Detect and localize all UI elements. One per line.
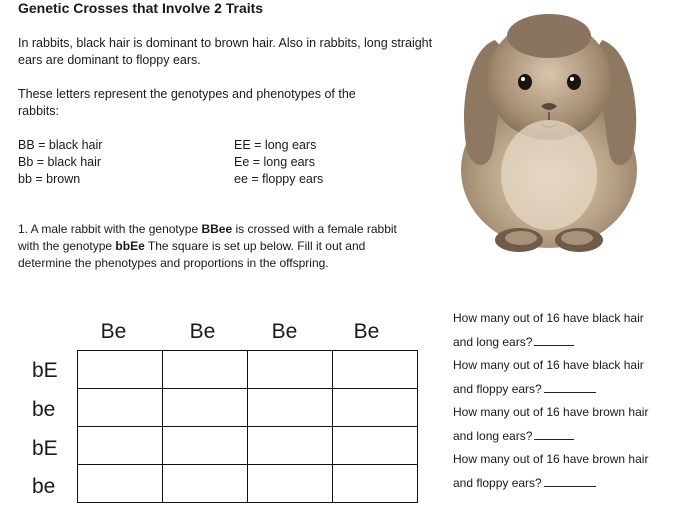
punnett-row-header: bE	[32, 359, 58, 382]
letters-intro: These letters represent the genotypes and phenotypes of the rabbits:	[18, 87, 356, 118]
punnett-row	[78, 427, 418, 465]
punnett-row-header: be	[32, 475, 56, 498]
punnett-row	[78, 351, 418, 389]
ear-legend	[234, 137, 323, 188]
punnett-column-header: Be	[353, 320, 380, 343]
punnett-cell[interactable]	[333, 465, 418, 503]
question-text: and floppy ears?	[453, 475, 542, 490]
punnett-cell[interactable]	[333, 427, 418, 465]
rabbit-photo-icon	[437, 0, 657, 262]
answer-blank[interactable]	[544, 380, 596, 393]
question-1-suffix: The square is set up below. Fill it out and determine the phenotypes and proportions in the offspring.	[18, 239, 366, 270]
punnett-square	[77, 350, 418, 503]
punnett-cell[interactable]	[248, 389, 333, 427]
punnett-cell[interactable]	[78, 465, 163, 503]
question-line	[453, 331, 688, 355]
punnett-cell[interactable]	[163, 427, 248, 465]
hair-legend-item: BB = black hair	[18, 138, 103, 152]
question-1	[18, 221, 418, 272]
female-genotype: bbEe	[115, 239, 145, 253]
punnett-column-header: Be	[189, 320, 216, 343]
male-genotype: BBee	[201, 222, 233, 236]
page-title: Genetic Crosses that Involve 2 Traits	[18, 0, 264, 16]
ear-legend-item: ee = floppy ears	[234, 172, 324, 186]
punnett-row	[78, 389, 418, 427]
question-text: and long ears?	[453, 334, 533, 349]
question-line: How many out of 16 have brown hair	[453, 405, 649, 419]
punnett-row	[78, 465, 418, 503]
answer-blank[interactable]	[534, 333, 574, 346]
punnett-cell[interactable]	[333, 351, 418, 389]
punnett-cell[interactable]	[78, 427, 163, 465]
punnett-cell[interactable]	[78, 351, 163, 389]
hair-legend	[18, 137, 102, 188]
question-line	[453, 378, 688, 402]
punnett-row-header: be	[32, 398, 56, 421]
punnett-column-header: Be	[100, 320, 127, 343]
question-line: How many out of 16 have black hair	[453, 358, 644, 372]
punnett-cell[interactable]	[248, 427, 333, 465]
answer-blank[interactable]	[534, 427, 574, 440]
question-line: How many out of 16 have brown hair	[453, 452, 649, 466]
intro-paragraph: In rabbits, black hair is dominant to brown hair. Also in rabbits, long straight ears are dominant to floppy ears.	[18, 36, 433, 67]
hair-legend-item: bb = brown	[18, 172, 81, 186]
question-line	[453, 472, 688, 496]
question-1-prefix: 1. A male rabbit with the genotype	[18, 222, 202, 236]
answer-blank[interactable]	[544, 474, 596, 487]
punnett-cell[interactable]	[333, 389, 418, 427]
punnett-cell[interactable]	[163, 465, 248, 503]
punnett-cell[interactable]	[248, 465, 333, 503]
punnett-cell[interactable]	[163, 351, 248, 389]
punnett-row-header: bE	[32, 437, 58, 460]
ear-legend-item: EE = long ears	[234, 138, 317, 152]
question-line	[453, 425, 688, 449]
punnett-column-header: Be	[271, 320, 298, 343]
question-line: How many out of 16 have black hair	[453, 311, 644, 325]
punnett-cell[interactable]	[248, 351, 333, 389]
question-text: and long ears?	[453, 428, 533, 443]
hair-legend-item: Bb = black hair	[18, 155, 102, 169]
punnett-cell[interactable]	[163, 389, 248, 427]
question-1-middle: is crossed with a female rabbit with the genotype	[18, 222, 397, 253]
question-text: and floppy ears?	[453, 381, 542, 396]
offspring-questions	[453, 307, 688, 495]
ear-legend-item: Ee = long ears	[234, 155, 315, 169]
punnett-cell[interactable]	[78, 389, 163, 427]
